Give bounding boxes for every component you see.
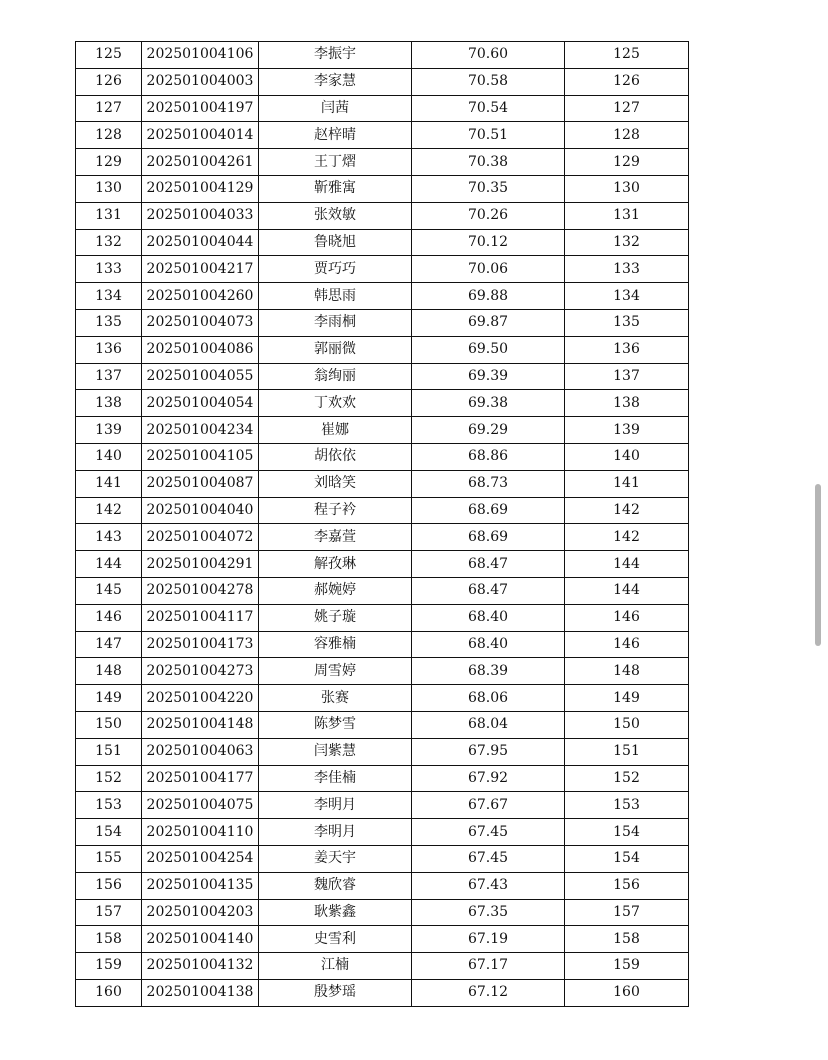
score-cell: 67.12 [412, 979, 565, 1006]
row-number-cell: 143 [76, 524, 142, 551]
rank-cell: 153 [565, 792, 689, 819]
table-row [76, 283, 689, 310]
rank-cell: 146 [565, 631, 689, 658]
row-number-cell: 150 [76, 711, 142, 738]
row-number-cell: 137 [76, 363, 142, 390]
rank-cell: 146 [565, 604, 689, 631]
rank-cell: 150 [565, 711, 689, 738]
table-row [76, 336, 689, 363]
table-row [76, 256, 689, 283]
candidate-id-cell: 202501004197 [142, 95, 259, 122]
table-row [76, 979, 689, 1006]
rank-cell: 131 [565, 202, 689, 229]
rank-cell: 127 [565, 95, 689, 122]
rank-cell: 148 [565, 658, 689, 685]
candidate-name-cell: 闫紫慧 [259, 738, 412, 765]
candidate-name-cell: 陈梦雪 [259, 711, 412, 738]
row-number-cell: 136 [76, 336, 142, 363]
rank-cell: 137 [565, 363, 689, 390]
table-row [76, 497, 689, 524]
candidate-name-cell: 郭丽微 [259, 336, 412, 363]
table-row [76, 765, 689, 792]
candidate-name-cell: 周雪婷 [259, 658, 412, 685]
row-number-cell: 152 [76, 765, 142, 792]
row-number-cell: 154 [76, 819, 142, 846]
candidate-name-cell: 胡依依 [259, 443, 412, 470]
candidate-name-cell: 韩思雨 [259, 283, 412, 310]
row-number-cell: 130 [76, 175, 142, 202]
table-row [76, 872, 689, 899]
candidate-id-cell: 202501004138 [142, 979, 259, 1006]
candidate-id-cell: 202501004132 [142, 953, 259, 980]
row-number-cell: 157 [76, 899, 142, 926]
candidate-name-cell: 贾巧巧 [259, 256, 412, 283]
candidate-name-cell: 魏欣睿 [259, 872, 412, 899]
candidate-id-cell: 202501004177 [142, 765, 259, 792]
candidate-id-cell: 202501004148 [142, 711, 259, 738]
rank-cell: 133 [565, 256, 689, 283]
score-cell: 68.40 [412, 631, 565, 658]
candidate-name-cell: 殷梦瑶 [259, 979, 412, 1006]
row-number-cell: 125 [76, 42, 142, 69]
rank-cell: 141 [565, 470, 689, 497]
candidate-name-cell: 张赛 [259, 685, 412, 712]
score-cell: 67.92 [412, 765, 565, 792]
candidate-id-cell: 202501004217 [142, 256, 259, 283]
table-row [76, 229, 689, 256]
rank-cell: 142 [565, 497, 689, 524]
score-cell: 69.88 [412, 283, 565, 310]
candidate-name-cell: 李明月 [259, 792, 412, 819]
candidate-name-cell: 刘晗笑 [259, 470, 412, 497]
candidate-id-cell: 202501004291 [142, 551, 259, 578]
rank-cell: 154 [565, 845, 689, 872]
row-number-cell: 144 [76, 551, 142, 578]
score-cell: 69.87 [412, 309, 565, 336]
candidate-id-cell: 202501004055 [142, 363, 259, 390]
score-cell: 68.04 [412, 711, 565, 738]
score-cell: 70.38 [412, 149, 565, 176]
candidate-id-cell: 202501004110 [142, 819, 259, 846]
candidate-id-cell: 202501004014 [142, 122, 259, 149]
score-cell: 70.12 [412, 229, 565, 256]
candidate-name-cell: 姚子璇 [259, 604, 412, 631]
score-cell: 69.50 [412, 336, 565, 363]
candidate-name-cell: 程子衿 [259, 497, 412, 524]
score-cell: 68.73 [412, 470, 565, 497]
table-row [76, 95, 689, 122]
row-number-cell: 156 [76, 872, 142, 899]
table-row [76, 122, 689, 149]
candidate-id-cell: 202501004072 [142, 524, 259, 551]
rank-cell: 136 [565, 336, 689, 363]
rank-cell: 130 [565, 175, 689, 202]
score-cell: 70.26 [412, 202, 565, 229]
score-cell: 68.69 [412, 497, 565, 524]
table-row [76, 953, 689, 980]
row-number-cell: 159 [76, 953, 142, 980]
candidate-id-cell: 202501004033 [142, 202, 259, 229]
row-number-cell: 140 [76, 443, 142, 470]
rank-cell: 144 [565, 551, 689, 578]
score-cell: 67.45 [412, 819, 565, 846]
candidate-id-cell: 202501004254 [142, 845, 259, 872]
row-number-cell: 151 [76, 738, 142, 765]
row-number-cell: 131 [76, 202, 142, 229]
score-cell: 68.69 [412, 524, 565, 551]
table-row [76, 604, 689, 631]
table-row [76, 819, 689, 846]
row-number-cell: 139 [76, 417, 142, 444]
score-cell: 68.39 [412, 658, 565, 685]
rank-cell: 157 [565, 899, 689, 926]
candidate-name-cell: 鲁晓旭 [259, 229, 412, 256]
score-cell: 67.19 [412, 926, 565, 953]
row-number-cell: 148 [76, 658, 142, 685]
score-cell: 67.67 [412, 792, 565, 819]
rank-cell: 159 [565, 953, 689, 980]
rank-cell: 132 [565, 229, 689, 256]
row-number-cell: 138 [76, 390, 142, 417]
rank-cell: 160 [565, 979, 689, 1006]
candidate-id-cell: 202501004086 [142, 336, 259, 363]
candidate-id-cell: 202501004140 [142, 926, 259, 953]
candidate-id-cell: 202501004075 [142, 792, 259, 819]
candidate-id-cell: 202501004260 [142, 283, 259, 310]
candidate-id-cell: 202501004044 [142, 229, 259, 256]
row-number-cell: 133 [76, 256, 142, 283]
candidate-id-cell: 202501004173 [142, 631, 259, 658]
row-number-cell: 147 [76, 631, 142, 658]
candidate-name-cell: 姜天宇 [259, 845, 412, 872]
table-row [76, 738, 689, 765]
row-number-cell: 126 [76, 68, 142, 95]
score-cell: 68.40 [412, 604, 565, 631]
score-cell: 70.06 [412, 256, 565, 283]
table-row [76, 68, 689, 95]
score-cell: 67.45 [412, 845, 565, 872]
table-row [76, 175, 689, 202]
candidate-name-cell: 翁绚丽 [259, 363, 412, 390]
table-row [76, 470, 689, 497]
row-number-cell: 142 [76, 497, 142, 524]
candidate-name-cell: 李家慧 [259, 68, 412, 95]
candidate-name-cell: 李明月 [259, 819, 412, 846]
rank-cell: 139 [565, 417, 689, 444]
table-row [76, 390, 689, 417]
row-number-cell: 160 [76, 979, 142, 1006]
score-cell: 70.58 [412, 68, 565, 95]
candidate-name-cell: 李雨桐 [259, 309, 412, 336]
candidate-name-cell: 李振宇 [259, 42, 412, 69]
score-cell: 67.95 [412, 738, 565, 765]
rank-cell: 156 [565, 872, 689, 899]
candidate-id-cell: 202501004234 [142, 417, 259, 444]
candidate-id-cell: 202501004273 [142, 658, 259, 685]
candidate-id-cell: 202501004117 [142, 604, 259, 631]
candidate-name-cell: 李佳楠 [259, 765, 412, 792]
candidate-name-cell: 丁欢欢 [259, 390, 412, 417]
candidate-name-cell: 郝婉婷 [259, 577, 412, 604]
score-cell: 67.17 [412, 953, 565, 980]
rank-cell: 154 [565, 819, 689, 846]
candidate-id-cell: 202501004040 [142, 497, 259, 524]
table-row [76, 711, 689, 738]
candidate-name-cell: 解孜琳 [259, 551, 412, 578]
row-number-cell: 146 [76, 604, 142, 631]
candidate-name-cell: 赵梓晴 [259, 122, 412, 149]
row-number-cell: 132 [76, 229, 142, 256]
candidate-id-cell: 202501004129 [142, 175, 259, 202]
candidate-name-cell: 靳雅寓 [259, 175, 412, 202]
row-number-cell: 155 [76, 845, 142, 872]
candidate-name-cell: 崔娜 [259, 417, 412, 444]
table-row [76, 899, 689, 926]
score-cell: 68.86 [412, 443, 565, 470]
score-cell: 69.38 [412, 390, 565, 417]
score-cell: 70.51 [412, 122, 565, 149]
table-row [76, 577, 689, 604]
score-table [75, 41, 689, 1007]
row-number-cell: 135 [76, 309, 142, 336]
score-cell: 70.60 [412, 42, 565, 69]
candidate-id-cell: 202501004087 [142, 470, 259, 497]
rank-cell: 125 [565, 42, 689, 69]
row-number-cell: 128 [76, 122, 142, 149]
row-number-cell: 129 [76, 149, 142, 176]
candidate-name-cell: 史雪利 [259, 926, 412, 953]
score-cell: 70.54 [412, 95, 565, 122]
rank-cell: 126 [565, 68, 689, 95]
rank-cell: 129 [565, 149, 689, 176]
row-number-cell: 158 [76, 926, 142, 953]
candidate-id-cell: 202501004073 [142, 309, 259, 336]
candidate-id-cell: 202501004105 [142, 443, 259, 470]
score-table-body [76, 42, 689, 1007]
rank-cell: 134 [565, 283, 689, 310]
candidate-id-cell: 202501004261 [142, 149, 259, 176]
rank-cell: 135 [565, 309, 689, 336]
score-cell: 68.06 [412, 685, 565, 712]
table-row [76, 845, 689, 872]
score-cell: 69.29 [412, 417, 565, 444]
candidate-id-cell: 202501004054 [142, 390, 259, 417]
rank-cell: 142 [565, 524, 689, 551]
candidate-id-cell: 202501004135 [142, 872, 259, 899]
candidate-name-cell: 张效敏 [259, 202, 412, 229]
score-cell: 70.35 [412, 175, 565, 202]
table-row [76, 792, 689, 819]
score-cell: 68.47 [412, 551, 565, 578]
candidate-id-cell: 202501004220 [142, 685, 259, 712]
table-row [76, 363, 689, 390]
table-row [76, 658, 689, 685]
rank-cell: 158 [565, 926, 689, 953]
score-cell: 67.35 [412, 899, 565, 926]
table-row [76, 443, 689, 470]
candidate-id-cell: 202501004203 [142, 899, 259, 926]
candidate-name-cell: 耿紫鑫 [259, 899, 412, 926]
score-cell: 68.47 [412, 577, 565, 604]
rank-cell: 152 [565, 765, 689, 792]
row-number-cell: 141 [76, 470, 142, 497]
rank-cell: 151 [565, 738, 689, 765]
table-row [76, 42, 689, 69]
scrollbar-thumb[interactable] [815, 484, 821, 646]
table-row [76, 631, 689, 658]
row-number-cell: 145 [76, 577, 142, 604]
candidate-name-cell: 闫茜 [259, 95, 412, 122]
row-number-cell: 153 [76, 792, 142, 819]
rank-cell: 149 [565, 685, 689, 712]
row-number-cell: 149 [76, 685, 142, 712]
rank-cell: 138 [565, 390, 689, 417]
candidate-id-cell: 202501004106 [142, 42, 259, 69]
candidate-name-cell: 容雅楠 [259, 631, 412, 658]
rank-cell: 140 [565, 443, 689, 470]
table-row [76, 524, 689, 551]
score-cell: 69.39 [412, 363, 565, 390]
candidate-name-cell: 江楠 [259, 953, 412, 980]
rank-cell: 128 [565, 122, 689, 149]
score-cell: 67.43 [412, 872, 565, 899]
table-row [76, 202, 689, 229]
candidate-id-cell: 202501004003 [142, 68, 259, 95]
row-number-cell: 134 [76, 283, 142, 310]
row-number-cell: 127 [76, 95, 142, 122]
table-row [76, 685, 689, 712]
table-row [76, 149, 689, 176]
table-row [76, 309, 689, 336]
candidate-id-cell: 202501004063 [142, 738, 259, 765]
table-row [76, 551, 689, 578]
table-row [76, 417, 689, 444]
table-row [76, 926, 689, 953]
rank-cell: 144 [565, 577, 689, 604]
candidate-id-cell: 202501004278 [142, 577, 259, 604]
candidate-name-cell: 王丁熠 [259, 149, 412, 176]
candidate-name-cell: 李嘉萱 [259, 524, 412, 551]
